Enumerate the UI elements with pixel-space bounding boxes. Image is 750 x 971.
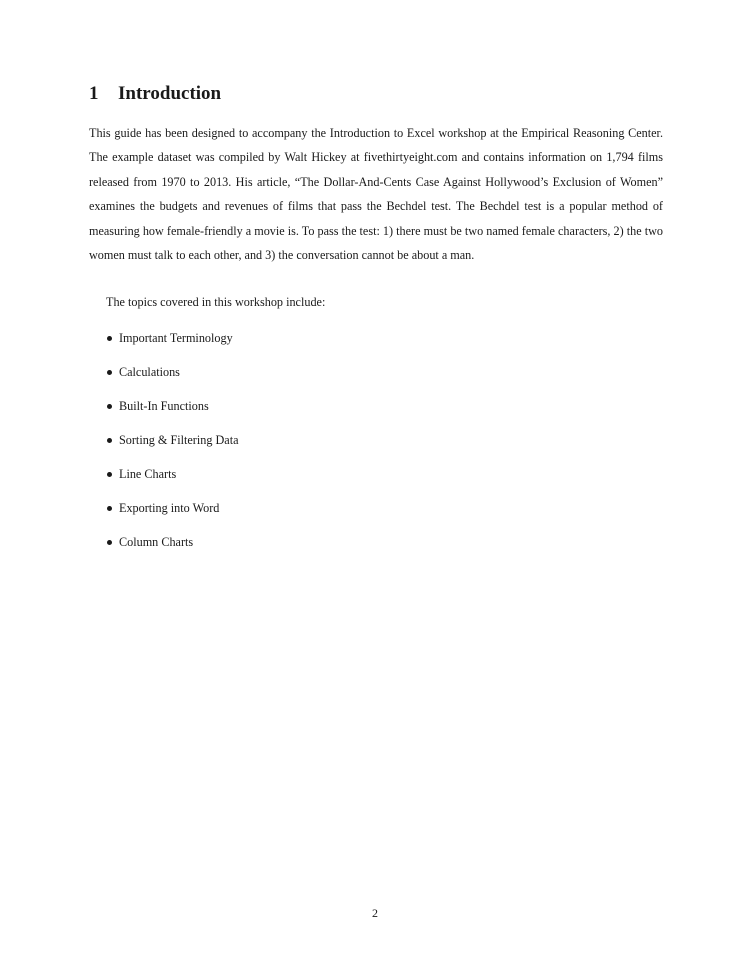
bullet-icon (107, 370, 112, 375)
bullet-icon (107, 404, 112, 409)
list-item: Important Terminology (89, 326, 239, 360)
bullet-icon (107, 336, 112, 341)
intro-paragraph: This guide has been designed to accompany the Introduction to Excel workshop at the Empirical Reasoning Center. The example dataset was compiled by Walt Hickey at fivethirtyeight.com and contains information on 1,794 films released from 1970 to 2013. His article, “The Dollar-And-Cents Case Against Hollywood’s Exclusion of Women” examines the budgets and revenues of films that pass the Bechdel test. The Bechdel test is a popular method of measuring how female-friendly a movie is. To pass the test: 1) there must be two named female characters, 2) the two women must talk to each other, and 3) the conversation cannot be about a man. (89, 126, 663, 263)
section-number: 1 (89, 83, 99, 104)
section-heading (89, 83, 221, 105)
bullet-icon (107, 472, 112, 477)
page-number: 2 (372, 906, 378, 920)
list-item: Line Charts (89, 462, 239, 496)
topics-intro-paragraph: The topics covered in this workshop include: (106, 295, 326, 309)
list-item: Exporting into Word (89, 496, 239, 530)
bullet-icon (107, 438, 112, 443)
bullet-icon (107, 506, 112, 511)
bullet-icon (107, 540, 112, 545)
section-title: Introduction (118, 83, 222, 104)
list-item: Built-In Functions (89, 394, 239, 428)
topics-list (89, 326, 239, 564)
list-item: Calculations (89, 360, 239, 394)
list-item: Sorting & Filtering Data (89, 428, 239, 462)
list-item: Column Charts (89, 530, 239, 564)
